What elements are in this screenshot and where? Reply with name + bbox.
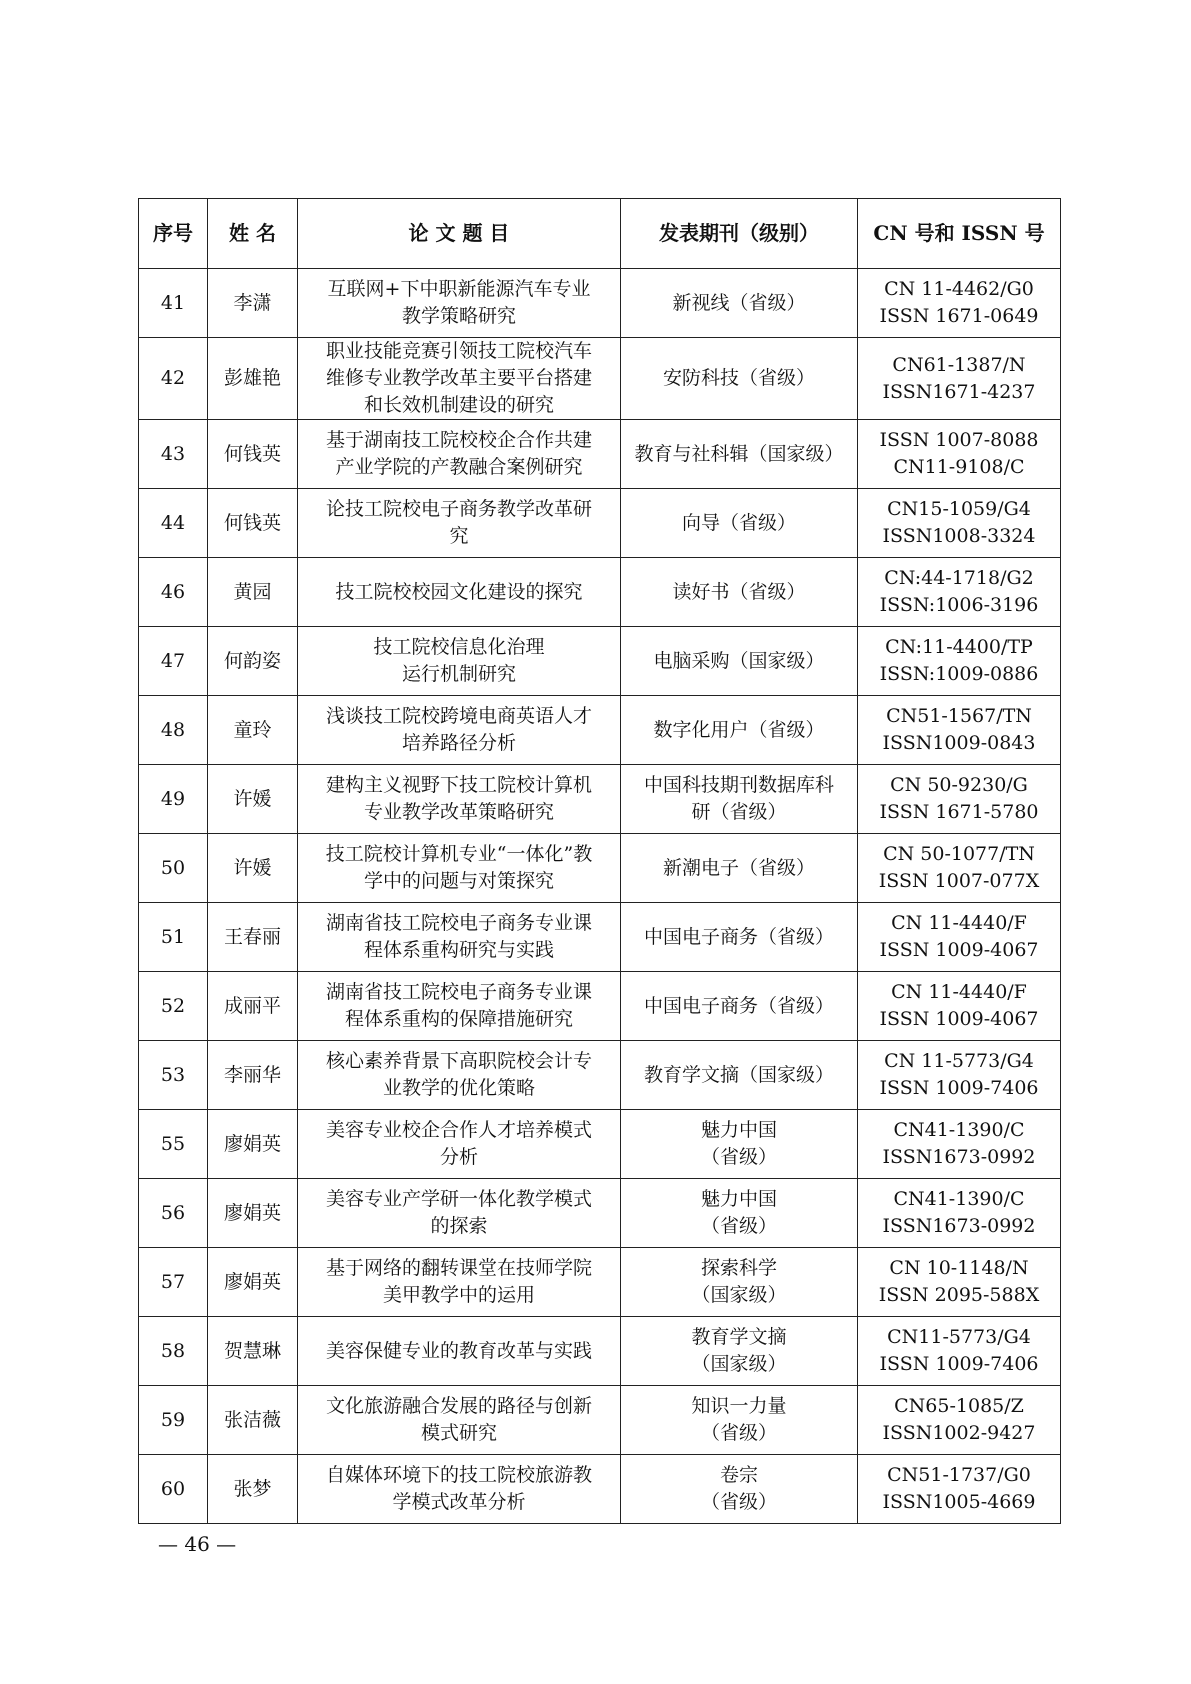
cell-title-line: 职业技能竞赛引领技工院校汽车 [325,340,592,362]
table-row [139,420,1061,489]
cell-cn-issn-line: CN 11-5773/G4 [884,1050,1034,1072]
cell-cn-issn [858,696,1061,765]
cell-cn-issn-line: ISSN1002-9427 [882,1422,1036,1444]
table-row [139,1041,1061,1110]
cell-title [298,558,621,627]
papers-table [138,198,1061,1524]
cell-cn-issn [858,1041,1061,1110]
cell-name: 何钱英 [208,420,298,489]
cell-cn-issn-line: CN41-1390/C [893,1188,1025,1210]
cell-name: 童玲 [208,696,298,765]
header-name: 姓 名 [208,199,298,269]
cell-title-line: 核心素养背景下高职院校会计专 [325,1050,592,1072]
cell-title [298,269,621,338]
cell-journal-line: 教育与社科辑（国家级） [634,442,844,465]
cell-journal-line: 新视线（省级） [672,291,806,314]
table-row [139,765,1061,834]
cell-title [298,1386,621,1455]
cell-title-line: 基于湖南技工院校校企合作共建 [325,429,592,451]
cell-name: 廖娟英 [208,1248,298,1317]
cell-no: 59 [139,1386,208,1455]
table-row [139,338,1061,420]
cell-cn-issn-line: ISSN1008-3324 [882,525,1036,547]
cell-name: 许媛 [208,834,298,903]
cell-name: 李丽华 [208,1041,298,1110]
cell-title [298,420,621,489]
cell-no: 43 [139,420,208,489]
cell-title [298,1041,621,1110]
cell-name: 何韵姿 [208,627,298,696]
table-row [139,1317,1061,1386]
cell-cn-issn-line: CN51-1567/TN [886,705,1032,727]
cell-journal-line: 卷宗 [719,1464,758,1486]
cell-no: 48 [139,696,208,765]
table-row [139,269,1061,338]
cell-title-line: 教学策略研究 [401,305,516,327]
cell-cn-issn-line: CN11-5773/G4 [887,1326,1031,1348]
cell-title-line: 美容保健专业的教育改革与实践 [325,1339,592,1362]
cell-title-line: 学模式改革分析 [392,1491,526,1513]
cell-title [298,903,621,972]
cell-title-line: 美容专业校企合作人才培养模式 [325,1119,592,1141]
cell-cn-issn-line: ISSN1671-4237 [882,380,1036,403]
cell-title [298,627,621,696]
cell-title-line: 美容专业产学研一体化教学模式 [325,1188,592,1210]
cell-journal-line: 中国科技期刊数据库科 [643,774,834,796]
cell-no: 51 [139,903,208,972]
cell-journal [621,1179,858,1248]
cell-title-line: 湖南省技工院校电子商务专业课 [325,912,592,934]
cell-cn-issn-line: ISSN:1009-0886 [879,663,1039,685]
cell-title [298,696,621,765]
cell-journal-line: 读好书（省级） [672,580,806,603]
cell-cn-issn-line: CN61-1387/N [892,353,1026,376]
cell-no: 49 [139,765,208,834]
cell-title [298,1455,621,1524]
cell-title [298,972,621,1041]
cell-journal [621,903,858,972]
cell-cn-issn-line: ISSN:1006-3196 [879,594,1039,616]
header-cn-issn: CN 号和 ISSN 号 [858,199,1061,269]
cell-title-line: 基于网络的翻转课堂在技师学院 [325,1257,592,1279]
cell-cn-issn-line: ISSN1673-0992 [882,1146,1036,1168]
cell-journal-line: 魅力中国 [700,1188,777,1210]
cell-journal-line: （省级） [700,1422,777,1444]
cell-cn-issn-line: ISSN 1009-4067 [879,1008,1039,1030]
cell-cn-issn [858,269,1061,338]
cell-journal [621,1248,858,1317]
cell-cn-issn-line: ISSN1673-0992 [882,1215,1036,1237]
cell-name: 贺慧琳 [208,1317,298,1386]
cell-title-line: 技工院校校园文化建设的探究 [335,580,583,603]
cell-cn-issn [858,903,1061,972]
cell-title-line: 自媒体环境下的技工院校旅游教 [325,1464,592,1486]
table-row [139,696,1061,765]
cell-title-line: 论技工院校电子商务教学改革研 [325,498,592,520]
table-row [139,558,1061,627]
cell-cn-issn-line: CN:11-4400/TP [885,636,1033,658]
cell-no: 47 [139,627,208,696]
cell-title-line: 技工院校信息化治理 [373,636,545,658]
cell-no: 41 [139,269,208,338]
cell-journal [621,765,858,834]
cell-cn-issn-line: CN65-1085/Z [894,1395,1024,1417]
cell-no: 57 [139,1248,208,1317]
cell-cn-issn-line: CN 11-4440/F [891,912,1027,934]
cell-title-line: 互联网+下中职新能源汽车专业 [327,278,591,300]
cell-name: 彭雄艳 [208,338,298,420]
cell-journal-line: 数字化用户（省级） [653,718,825,741]
cell-cn-issn [858,489,1061,558]
cell-cn-issn-line: ISSN 1007-8088 [879,429,1039,451]
cell-journal-line: （国家级） [691,1353,787,1375]
cell-title-line: 分析 [439,1146,478,1168]
cell-journal-line: 新潮电子（省级） [662,856,815,879]
cell-name: 何钱英 [208,489,298,558]
cell-name: 李潇 [208,269,298,338]
cell-cn-issn-line: ISSN 1009-4067 [879,939,1039,961]
cell-journal [621,558,858,627]
cell-no: 56 [139,1179,208,1248]
table-row [139,1248,1061,1317]
cell-title [298,338,621,420]
cell-title-line: 浅谈技工院校跨境电商英语人才 [325,705,592,727]
cell-title-line: 学中的问题与对策探究 [363,870,554,892]
cell-title-line: 产业学院的产教融合案例研究 [335,456,583,478]
cell-title-line: 技工院校计算机专业“一体化”教 [325,843,593,865]
cell-title-line: 建构主义视野下技工院校计算机 [325,774,592,796]
table-row [139,903,1061,972]
cell-cn-issn [858,834,1061,903]
cell-cn-issn-line: ISSN 1009-7406 [879,1353,1039,1375]
cell-journal [621,1455,858,1524]
cell-title-line: 维修专业教学改革主要平台搭建 [325,367,592,389]
cell-journal [621,696,858,765]
cell-cn-issn-line: ISSN1005-4669 [882,1491,1036,1513]
cell-cn-issn-line: ISSN 1671-5780 [879,801,1039,823]
cell-journal-line: （省级） [700,1491,777,1513]
cell-cn-issn [858,1248,1061,1317]
cell-title [298,1179,621,1248]
cell-journal [621,1110,858,1179]
cell-title-line: 湖南省技工院校电子商务专业课 [325,981,592,1003]
cell-no: 42 [139,338,208,420]
cell-cn-issn-line: CN41-1390/C [893,1119,1025,1141]
cell-cn-issn [858,1179,1061,1248]
cell-cn-issn [858,558,1061,627]
cell-journal-line: 中国电子商务（省级） [643,994,834,1017]
table-row [139,1110,1061,1179]
cell-journal-line: （国家级） [691,1284,787,1306]
cell-cn-issn-line: CN 50-9230/G [890,774,1028,796]
cell-title-line: 和长效机制建设的研究 [363,394,554,416]
cell-journal-line: 电脑采购（国家级） [653,649,825,672]
cell-name: 张梦 [208,1455,298,1524]
cell-cn-issn [858,338,1061,420]
cell-cn-issn-line: CN51-1737/G0 [887,1464,1031,1486]
cell-cn-issn-line: ISSN 2095-588X [878,1284,1040,1306]
cell-title [298,1317,621,1386]
cell-name: 张洁薇 [208,1386,298,1455]
cell-no: 60 [139,1455,208,1524]
cell-no: 44 [139,489,208,558]
cell-journal-line: 研（省级） [691,801,787,823]
cell-title [298,1110,621,1179]
cell-cn-issn [858,1110,1061,1179]
cell-journal-line: 中国电子商务（省级） [643,925,834,948]
cell-cn-issn-line: CN:44-1718/G2 [884,567,1034,589]
header-title: 论 文 题 目 [298,199,621,269]
cell-cn-issn-line: CN 50-1077/TN [883,843,1035,865]
cell-cn-issn-line: ISSN 1009-7406 [879,1077,1039,1099]
cell-journal-line: （省级） [700,1146,777,1168]
cell-journal [621,420,858,489]
cell-journal-line: 教育学文摘 [691,1326,787,1348]
cell-journal [621,627,858,696]
cell-name: 廖娟英 [208,1179,298,1248]
cell-journal-line: 安防科技（省级） [662,367,815,389]
cell-title-line: 专业教学改革策略研究 [363,801,554,823]
table-row [139,834,1061,903]
cell-cn-issn [858,1386,1061,1455]
cell-cn-issn-line: CN 10-1148/N [889,1257,1029,1279]
cell-cn-issn [858,1455,1061,1524]
cell-no: 52 [139,972,208,1041]
cell-title-line: 美甲教学中的运用 [382,1284,535,1306]
cell-title-line: 文化旅游融合发展的路径与创新 [325,1395,592,1417]
cell-no: 50 [139,834,208,903]
cell-name: 黄园 [208,558,298,627]
cell-journal-line: 探索科学 [700,1257,777,1279]
cell-name: 王春丽 [208,903,298,972]
cell-journal-line: 教育学文摘（国家级） [643,1063,834,1086]
cell-title-line: 运行机制研究 [401,663,516,685]
table-row [139,1386,1061,1455]
cell-journal-line: 魅力中国 [700,1119,777,1141]
cell-no: 58 [139,1317,208,1386]
table-body [139,269,1061,1524]
cell-journal [621,338,858,420]
cell-journal-line: 知识一力量 [691,1395,787,1417]
table-row [139,489,1061,558]
cell-title-line: 业教学的优化策略 [382,1077,535,1099]
cell-journal [621,489,858,558]
cell-journal [621,269,858,338]
cell-title [298,765,621,834]
cell-name: 许媛 [208,765,298,834]
cell-cn-issn [858,420,1061,489]
cell-cn-issn [858,972,1061,1041]
cell-journal [621,834,858,903]
cell-cn-issn-line: CN 11-4462/G0 [884,278,1034,300]
table-row [139,972,1061,1041]
cell-title-line: 培养路径分析 [401,732,516,754]
cell-title [298,1248,621,1317]
cell-journal [621,1041,858,1110]
cell-cn-issn-line: CN 11-4440/F [891,981,1027,1003]
cell-title-line: 究 [449,525,469,547]
cell-cn-issn-line: ISSN 1007-077X [878,870,1040,892]
table-header [139,199,1061,269]
cell-journal [621,1386,858,1455]
table-row [139,627,1061,696]
cell-cn-issn-line: ISSN1009-0843 [882,732,1036,754]
cell-cn-issn-line: CN15-1059/G4 [887,498,1031,520]
cell-journal [621,972,858,1041]
header-row [139,199,1061,269]
cell-cn-issn [858,765,1061,834]
cell-title [298,489,621,558]
cell-title-line: 程体系重构研究与实践 [363,939,554,961]
cell-cn-issn [858,1317,1061,1386]
page-number: — 46 — [158,1532,237,1556]
cell-no: 53 [139,1041,208,1110]
cell-title-line: 的探索 [430,1215,488,1237]
cell-journal-line: 向导（省级） [681,511,796,534]
cell-title-line: 模式研究 [420,1422,497,1444]
cell-name: 成丽平 [208,972,298,1041]
cell-title [298,834,621,903]
cell-cn-issn-line: ISSN 1671-0649 [879,305,1039,327]
table-row [139,1455,1061,1524]
table-row [139,1179,1061,1248]
cell-cn-issn [858,627,1061,696]
cell-journal [621,1317,858,1386]
cell-no: 46 [139,558,208,627]
header-no: 序号 [139,199,208,269]
cell-no: 55 [139,1110,208,1179]
cell-journal-line: （省级） [700,1215,777,1237]
cell-cn-issn-line: CN11-9108/C [893,456,1025,478]
cell-name: 廖娟英 [208,1110,298,1179]
header-journal: 发表期刊（级别） [621,199,858,269]
cell-title-line: 程体系重构的保障措施研究 [344,1008,573,1030]
